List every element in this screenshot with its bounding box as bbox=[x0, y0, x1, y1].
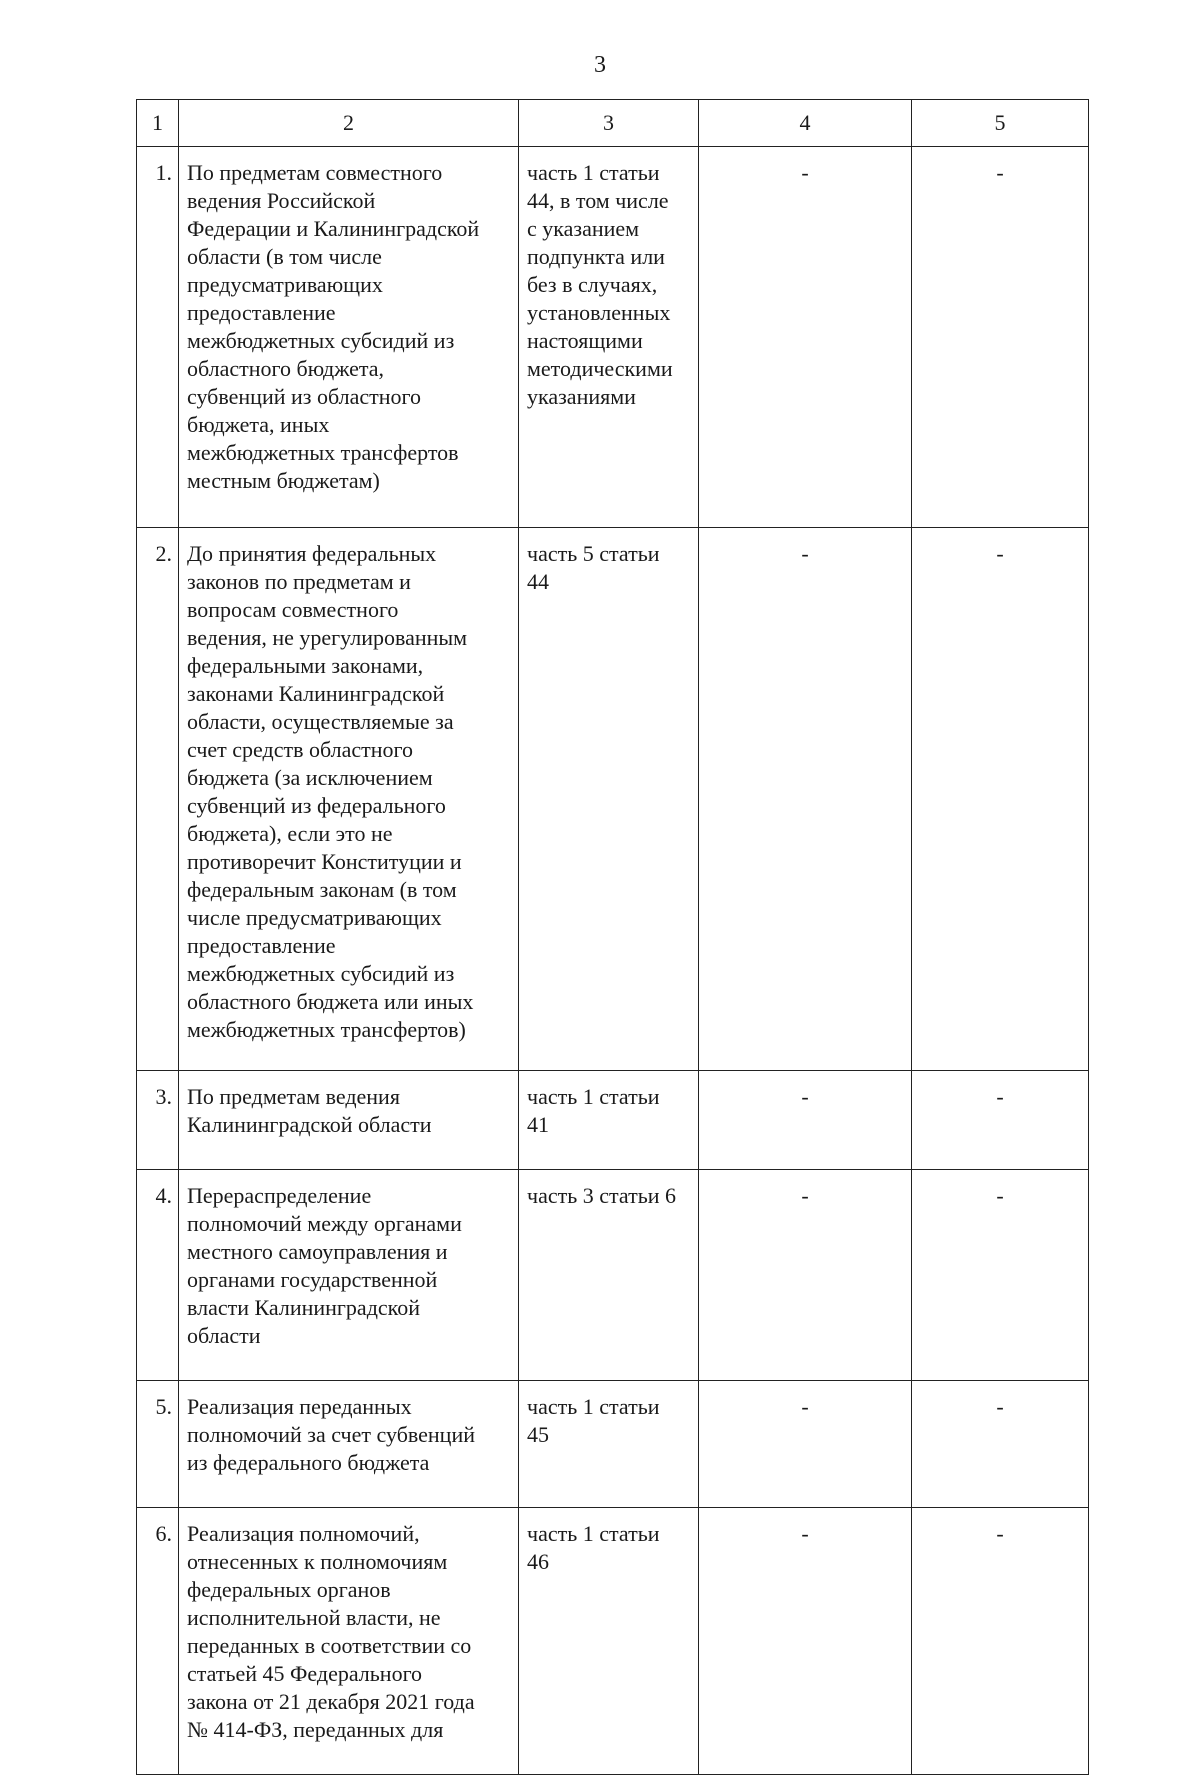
description-line: федеральным законам (в том bbox=[187, 877, 457, 902]
description-line: законами Калининградской bbox=[187, 681, 445, 706]
description-line: отнесенных к полномочиям bbox=[187, 1549, 448, 1574]
description-line: бюджета), если это не bbox=[187, 821, 393, 846]
row-description bbox=[179, 1508, 519, 1775]
description-line: числе предусматривающих bbox=[187, 905, 442, 930]
table-row bbox=[137, 1170, 1089, 1381]
description-line: Реализация переданных bbox=[187, 1394, 412, 1419]
description-line: Реализация полномочий, bbox=[187, 1521, 420, 1546]
header-cell: 2 bbox=[179, 100, 519, 147]
reference-line: установленных bbox=[527, 300, 671, 325]
description-line: субвенций из федерального bbox=[187, 793, 446, 818]
reference-line: часть 5 статьи bbox=[527, 541, 660, 566]
description-line: Калининградской области bbox=[187, 1112, 432, 1137]
description-line: местным бюджетам) bbox=[187, 468, 380, 493]
row-col5-value: - bbox=[912, 1071, 1089, 1170]
row-col5-value: - bbox=[912, 1508, 1089, 1775]
row-col4-value: - bbox=[699, 1508, 912, 1775]
description-line: полномочий между органами bbox=[187, 1211, 462, 1236]
row-col5-value: - bbox=[912, 528, 1089, 1071]
description-line: федеральных органов bbox=[187, 1577, 391, 1602]
reference-line: часть 1 статьи bbox=[527, 1084, 660, 1109]
description-line: счет средств областного bbox=[187, 737, 413, 762]
description-line: бюджета (за исключением bbox=[187, 765, 433, 790]
table-row bbox=[137, 1508, 1089, 1775]
description-line: области, осуществляемые за bbox=[187, 709, 454, 734]
description-line: федеральными законами, bbox=[187, 653, 424, 678]
row-description bbox=[179, 1381, 519, 1508]
description-line: До принятия федеральных bbox=[187, 541, 437, 566]
description-line: власти Калининградской bbox=[187, 1295, 420, 1320]
description-line: Федерации и Калининградской bbox=[187, 216, 480, 241]
description-line: Перераспределение bbox=[187, 1183, 372, 1208]
reference-line: часть 1 статьи bbox=[527, 1521, 660, 1546]
reference-line: без в случаях, bbox=[527, 272, 658, 297]
header-cell: 5 bbox=[912, 100, 1089, 147]
reference-line: часть 1 статьи bbox=[527, 1394, 660, 1419]
row-number: 3. bbox=[137, 1071, 179, 1170]
description-line: областного бюджета или иных bbox=[187, 989, 474, 1014]
description-line: вопросам совместного bbox=[187, 597, 399, 622]
document-table bbox=[136, 99, 1089, 1775]
description-line: переданных в соответствии со bbox=[187, 1633, 472, 1658]
row-description bbox=[179, 147, 519, 528]
reference-line: часть 1 статьи bbox=[527, 160, 660, 185]
row-legal-reference bbox=[519, 1508, 699, 1775]
header-cell: 3 bbox=[519, 100, 699, 147]
description-line: межбюджетных трансфертов) bbox=[187, 1017, 466, 1042]
description-line: органами государственной bbox=[187, 1267, 438, 1292]
reference-line: подпункта или bbox=[527, 244, 665, 269]
table-row bbox=[137, 528, 1089, 1071]
row-description bbox=[179, 1071, 519, 1170]
row-legal-reference bbox=[519, 1381, 699, 1508]
reference-line: 46 bbox=[527, 1549, 549, 1574]
row-col4-value: - bbox=[699, 1071, 912, 1170]
row-col4-value: - bbox=[699, 1170, 912, 1381]
row-number: 1. bbox=[137, 147, 179, 528]
header-cell: 1 bbox=[137, 100, 179, 147]
row-number: 4. bbox=[137, 1170, 179, 1381]
reference-line: 44 bbox=[527, 569, 549, 594]
description-line: законов по предметам и bbox=[187, 569, 411, 594]
description-line: № 414-ФЗ, переданных для bbox=[187, 1717, 444, 1742]
reference-line: настоящими bbox=[527, 328, 643, 353]
description-line: области (в том числе bbox=[187, 244, 382, 269]
description-line: ведения, не урегулированным bbox=[187, 625, 468, 650]
reference-line: указаниями bbox=[527, 384, 636, 409]
reference-line: часть 3 статьи 6 bbox=[527, 1183, 677, 1208]
row-legal-reference bbox=[519, 1170, 699, 1381]
reference-line: методическими bbox=[527, 356, 673, 381]
row-col5-value: - bbox=[912, 147, 1089, 528]
description-line: межбюджетных субсидий из bbox=[187, 961, 455, 986]
description-line: из федерального бюджета bbox=[187, 1450, 430, 1475]
row-col4-value: - bbox=[699, 147, 912, 528]
row-number: 5. bbox=[137, 1381, 179, 1508]
row-number: 6. bbox=[137, 1508, 179, 1775]
row-col5-value: - bbox=[912, 1170, 1089, 1381]
description-line: бюджета, иных bbox=[187, 412, 330, 437]
description-line: По предметам совместного bbox=[187, 160, 443, 185]
table-row bbox=[137, 147, 1089, 528]
page-number: 3 bbox=[594, 52, 606, 78]
description-line: предусматривающих bbox=[187, 272, 383, 297]
description-line: областного бюджета, bbox=[187, 356, 385, 381]
description-line: области bbox=[187, 1323, 261, 1348]
description-line: местного самоуправления и bbox=[187, 1239, 448, 1264]
description-line: статьей 45 Федерального bbox=[187, 1661, 423, 1686]
row-legal-reference bbox=[519, 147, 699, 528]
reference-line: 44, в том числе bbox=[527, 188, 669, 213]
reference-line: 45 bbox=[527, 1422, 549, 1447]
row-description bbox=[179, 528, 519, 1071]
description-line: межбюджетных субсидий из bbox=[187, 328, 455, 353]
row-legal-reference bbox=[519, 1071, 699, 1170]
row-col4-value: - bbox=[699, 1381, 912, 1508]
table-row bbox=[137, 1381, 1089, 1508]
reference-line: 41 bbox=[527, 1112, 549, 1137]
row-number: 2. bbox=[137, 528, 179, 1071]
description-line: закона от 21 декабря 2021 года bbox=[187, 1689, 475, 1714]
row-legal-reference bbox=[519, 528, 699, 1071]
description-line: предоставление bbox=[187, 933, 336, 958]
description-line: ведения Российской bbox=[187, 188, 376, 213]
description-line: противоречит Конституции и bbox=[187, 849, 462, 874]
table-row bbox=[137, 1071, 1089, 1170]
reference-line: с указанием bbox=[527, 216, 640, 241]
row-description bbox=[179, 1170, 519, 1381]
description-line: полномочий за счет субвенций bbox=[187, 1422, 475, 1447]
row-col5-value: - bbox=[912, 1381, 1089, 1508]
description-line: По предметам ведения bbox=[187, 1084, 400, 1109]
table-header-row bbox=[137, 100, 1089, 147]
description-line: межбюджетных трансфертов bbox=[187, 440, 459, 465]
header-cell: 4 bbox=[699, 100, 912, 147]
description-line: субвенций из областного bbox=[187, 384, 421, 409]
row-col4-value: - bbox=[699, 528, 912, 1071]
description-line: исполнительной власти, не bbox=[187, 1605, 441, 1630]
description-line: предоставление bbox=[187, 300, 336, 325]
